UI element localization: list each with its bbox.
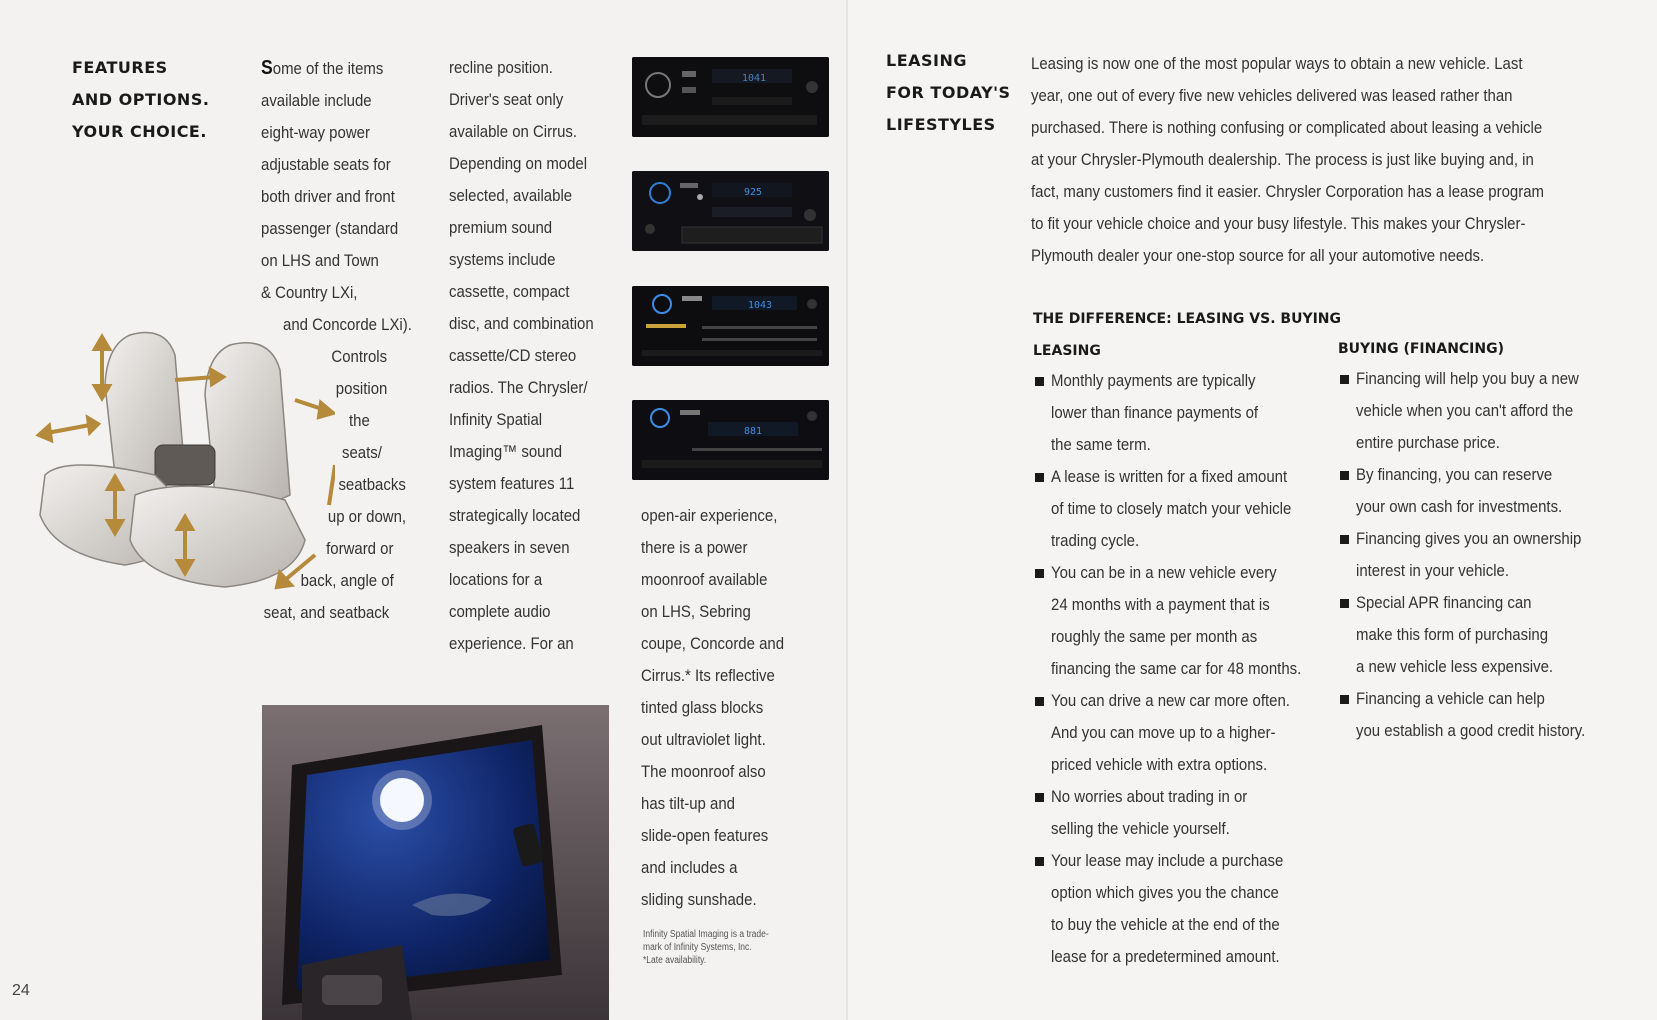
heading-line: LEASING [886, 51, 968, 70]
text-line: forward or [326, 539, 394, 558]
radio-display-text: 881 [744, 426, 763, 437]
bullet-marker [1340, 375, 1349, 384]
text-line: year, one out of every five new vehicles delivered was leased rather than [1031, 86, 1513, 105]
text-line: radios. The Chrysler/ [449, 378, 588, 397]
text-line: of time to closely match your vehicle [1051, 499, 1292, 518]
text-span: ome of the items [272, 59, 384, 78]
list-item [1033, 365, 1333, 461]
list-item [1033, 557, 1333, 685]
text-line: on LHS, Sebring [641, 602, 751, 621]
bullet-marker [1035, 377, 1044, 386]
radio-image-1 [632, 57, 829, 137]
text-line: You can drive a new car more often. [1051, 691, 1290, 710]
bullet-marker [1035, 697, 1044, 706]
text-line: you establish a good credit history. [1356, 721, 1586, 740]
text-line [261, 52, 411, 85]
text-line: the same term. [1051, 435, 1151, 454]
buying-bullets [1338, 363, 1638, 747]
text-line: system features 11 [449, 474, 575, 493]
text-line: strategically located [449, 506, 581, 525]
bullet-marker [1035, 473, 1044, 482]
text-line: Leasing is now one of the most popular ways to obtain a new vehicle. Last [1031, 54, 1523, 73]
page-number: 24 [12, 982, 30, 999]
heading-line: FEATURES [72, 58, 168, 77]
text-line: at your Chrysler-Plymouth dealership. The process is just like buying and, in [1031, 150, 1534, 169]
buying-subtitle: BUYING (FINANCING) [1338, 341, 1504, 357]
text-line: entire purchase price. [1356, 433, 1500, 452]
text-line: back, angle of [300, 571, 394, 590]
text-line: lower than finance payments of [1051, 403, 1259, 422]
bullet-marker [1340, 695, 1349, 704]
text-line: experience. For an [449, 634, 574, 653]
footnote-line: Infinity Spatial Imaging is a trade- [643, 929, 769, 940]
text-line: Controls [331, 347, 388, 366]
text-line: Your lease may include a purchase [1051, 851, 1284, 870]
text-line: interest in your vehicle. [1356, 561, 1510, 580]
list-item [1338, 363, 1638, 459]
text-line: By financing, you can reserve [1356, 465, 1553, 484]
radio-image-4 [632, 400, 829, 480]
text-line: A lease is written for a fixed amount [1051, 467, 1288, 486]
text-line: has tilt-up and [641, 794, 735, 813]
bullet-marker [1340, 471, 1349, 480]
text-line: and includes a [641, 858, 738, 877]
text-line: disc, and combination [449, 314, 594, 333]
leasing-subtitle: LEASING [1033, 343, 1101, 359]
heading-line: LIFESTYLES [886, 115, 996, 134]
moonroof-photo [262, 705, 609, 1020]
radio-display-text: 925 [744, 187, 763, 198]
list-item [1338, 459, 1638, 523]
text-line: purchased. There is nothing confusing or complicated about leasing a vehicle [1031, 118, 1543, 137]
text-line: Infinity Spatial [449, 410, 543, 429]
bullet-marker [1035, 569, 1044, 578]
text-line: vehicle when you can't afford the [1356, 401, 1574, 420]
text-line: up or down, [327, 507, 407, 526]
list-item [1338, 683, 1638, 747]
text-line: premium sound [449, 218, 553, 237]
leasing-heading [886, 45, 1011, 141]
text-line: Imaging™ sound [449, 442, 563, 461]
leasing-intro [1031, 48, 1614, 272]
text-line: locations for a [449, 570, 543, 589]
text-line: tinted glass blocks [641, 698, 764, 717]
power-seats-illustration [35, 325, 335, 605]
text-line: seatbacks [338, 475, 406, 494]
heading-line: AND OPTIONS. [72, 90, 210, 109]
text-line: The moonroof also [641, 762, 766, 781]
text-line: Depending on model [449, 154, 588, 173]
text-line: cassette, compact [449, 282, 570, 301]
text-line: cassette/CD stereo [449, 346, 577, 365]
page-gutter [846, 0, 848, 1020]
drop-cap: S [261, 57, 273, 79]
list-item [1033, 685, 1333, 781]
bullet-marker [1035, 857, 1044, 866]
text-column-3 [641, 500, 831, 916]
text-line: roughly the same per month as [1051, 627, 1258, 646]
radio-image-2 [632, 171, 829, 251]
text-line: 24 months with a payment that is [1051, 595, 1270, 614]
text-line: seat, and seatback [263, 603, 390, 622]
text-line: Cirrus.* Its reflective [641, 666, 775, 685]
text-line: systems include [449, 250, 556, 269]
bullet-marker [1340, 535, 1349, 544]
text-line: make this form of purchasing [1356, 625, 1549, 644]
text-line: Financing gives you an ownership [1356, 529, 1582, 548]
radio-display-text: 1041 [742, 73, 767, 84]
text-line: your own cash for investments. [1356, 497, 1563, 516]
text-line: adjustable seats for [261, 155, 391, 174]
text-line: open-air experience, [641, 506, 778, 525]
difference-title: THE DIFFERENCE: LEASING VS. BUYING [1033, 311, 1341, 327]
features-heading [72, 52, 209, 148]
radio-image-3 [632, 286, 829, 366]
leasing-bullets [1033, 365, 1333, 973]
text-line: passenger (standard [261, 219, 399, 238]
text-line: a new vehicle less expensive. [1356, 657, 1554, 676]
text-line: available include [261, 91, 372, 110]
text-line: coupe, Concorde and [641, 634, 785, 653]
list-item [1033, 781, 1333, 845]
text-line: to fit your vehicle choice and your busy lifestyle. This makes your Chrysler- [1031, 214, 1526, 233]
text-line: financing the same car for 48 months. [1051, 659, 1302, 678]
radio-display-text: 1043 [748, 300, 773, 311]
list-item [1033, 461, 1333, 557]
bullet-marker [1035, 793, 1044, 802]
text-line: out ultraviolet light. [641, 730, 766, 749]
text-column-2 [449, 52, 619, 660]
bullet-marker [1340, 599, 1349, 608]
text-line: position [335, 379, 388, 398]
heading-line: FOR TODAY'S [886, 83, 1011, 102]
text-line: No worries about trading in or [1051, 787, 1248, 806]
text-line: available on Cirrus. [449, 122, 578, 141]
text-line: speakers in seven [449, 538, 570, 557]
heading-line: YOUR CHOICE. [72, 122, 207, 141]
text-line: to buy the vehicle at the end of the [1051, 915, 1280, 934]
text-line: on LHS and Town [261, 251, 379, 270]
text-line: & Country LXi, [261, 283, 358, 302]
list-item [1338, 523, 1638, 587]
text-line: selected, available [449, 186, 573, 205]
text-line: both driver and front [261, 187, 395, 206]
footnote-line: mark of Infinity Systems, Inc. [643, 942, 752, 953]
text-line: eight-way power [261, 123, 370, 142]
text-line: And you can move up to a higher- [1051, 723, 1276, 742]
text-line: You can be in a new vehicle every [1051, 563, 1277, 582]
footnote-line: *Late availability. [643, 955, 707, 966]
text-line: moonroof available [641, 570, 768, 589]
text-line: seats/ [341, 443, 382, 462]
footnote [643, 928, 791, 967]
text-line: there is a power [641, 538, 748, 557]
text-line: Financing a vehicle can help [1356, 689, 1545, 708]
text-line: priced vehicle with extra options. [1051, 755, 1268, 774]
text-line: the [349, 411, 370, 430]
text-line: lease for a predetermined amount. [1051, 947, 1280, 966]
text-line: Monthly payments are typically [1051, 371, 1256, 390]
text-line: Driver's seat only [449, 90, 564, 109]
text-line: fact, many customers find it easier. Chrysler Corporation has a lease program [1031, 182, 1545, 201]
text-line: option which gives you the chance [1051, 883, 1279, 902]
text-line: recline position. [449, 58, 553, 77]
text-line: and Concorde LXi). [283, 315, 412, 334]
text-line: trading cycle. [1051, 531, 1140, 550]
text-line: selling the vehicle yourself. [1051, 819, 1230, 838]
text-line: Special APR financing can [1356, 593, 1532, 612]
text-line: Plymouth dealer your one-stop source for all your automotive needs. [1031, 246, 1485, 265]
text-line: complete audio [449, 602, 551, 621]
text-line: sliding sunshade. [641, 890, 757, 909]
text-line: slide-open features [641, 826, 769, 845]
list-item [1033, 845, 1333, 973]
text-line: Financing will help you buy a new [1356, 369, 1579, 388]
list-item [1338, 587, 1638, 683]
